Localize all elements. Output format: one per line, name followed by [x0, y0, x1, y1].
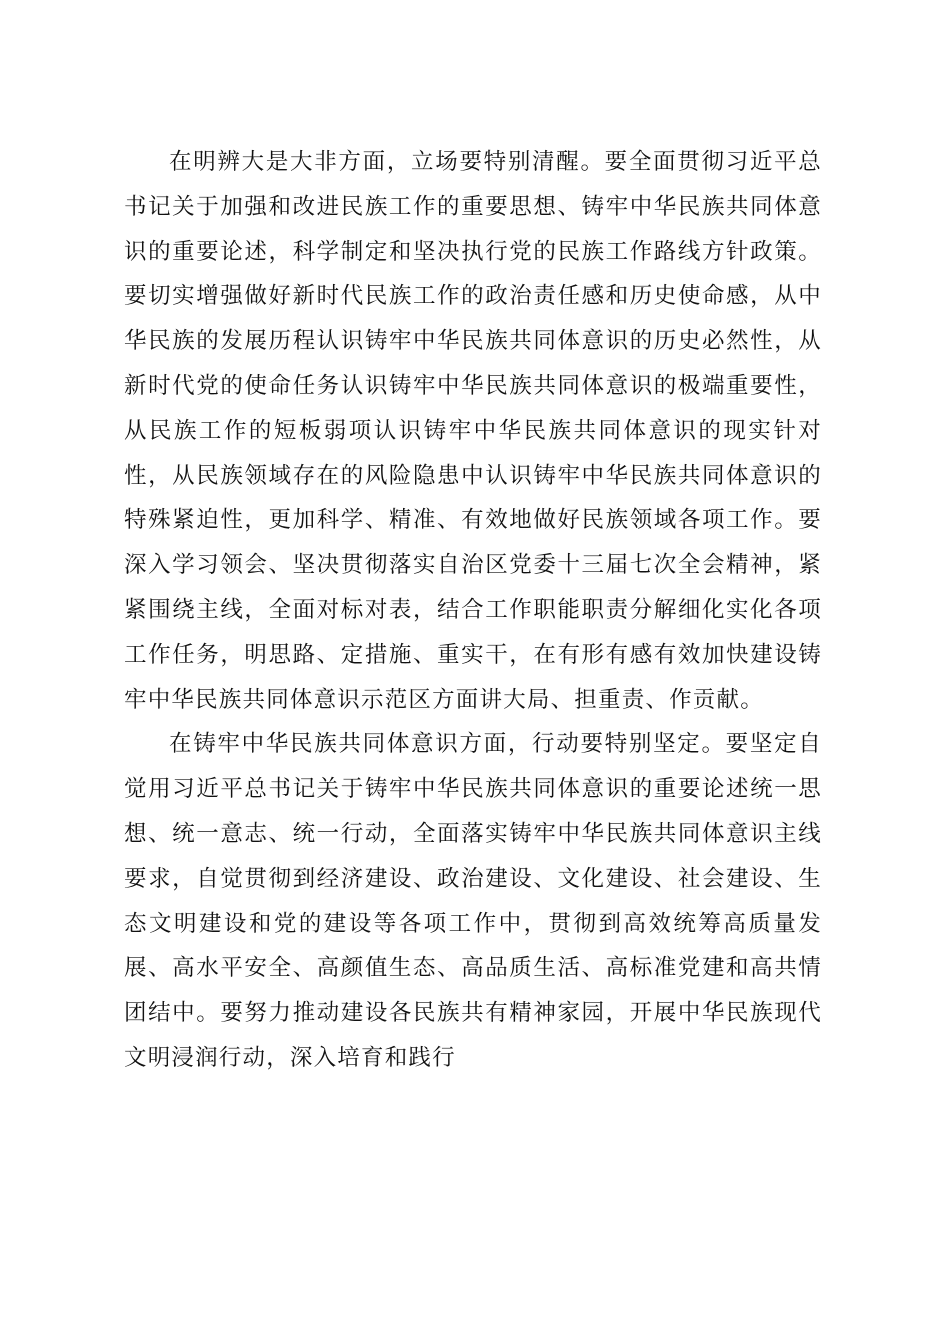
- paragraph: 在铸牢中华民族共同体意识方面，行动要特别坚定。要坚定自觉用习近平总书记关于铸牢中华民族共同体意识的重要论述统一思想、统一意志、统一行动，全面落实铸牢中华民族共同体意识主线要求，自觉贯彻到经济建设、政治建设、文化建设、社会建设、生态文明建设和党的建设等各项工作中，贯彻到高效统筹高质量发展、高水平安全、高颜值生态、高品质生活、高标准党建和高共情团结中。要努力推动建设各民族共有精神家园，开展中华民族现代文明浸润行动，深入培育和践行: [124, 731, 822, 1071]
- document-body: [124, 140, 822, 1081]
- paragraph: 在明辨大是大非方面，立场要特别清醒。要全面贯彻习近平总书记关于加强和改进民族工作的重要思想、铸牢中华民族共同体意识的重要论述，科学制定和坚决执行党的民族工作路线方针政策。要切实增强做好新时代民族工作的政治责任感和历史使命感，从中华民族的发展历程认识铸牢中华民族共同体意识的历史必然性，从新时代党的使命任务认识铸牢中华民族共同体意识的极端重要性，从民族工作的短板弱项认识铸牢中华民族共同体意识的现实针对性，从民族领域存在的风险隐患中认识铸牢中华民族共同体意识的特殊紧迫性，更加科学、精准、有效地做好民族领域各项工作。要深入学习领会、坚决贯彻落实自治区党委十三届七次全会精神，紧紧围绕主线，全面对标对表，结合工作职能职责分解细化实化各项工作任务，明思路、定措施、重实干，在有形有感有效加快建设铸牢中华民族共同体意识示范区方面讲大局、担重责、作贡献。: [124, 149, 822, 713]
